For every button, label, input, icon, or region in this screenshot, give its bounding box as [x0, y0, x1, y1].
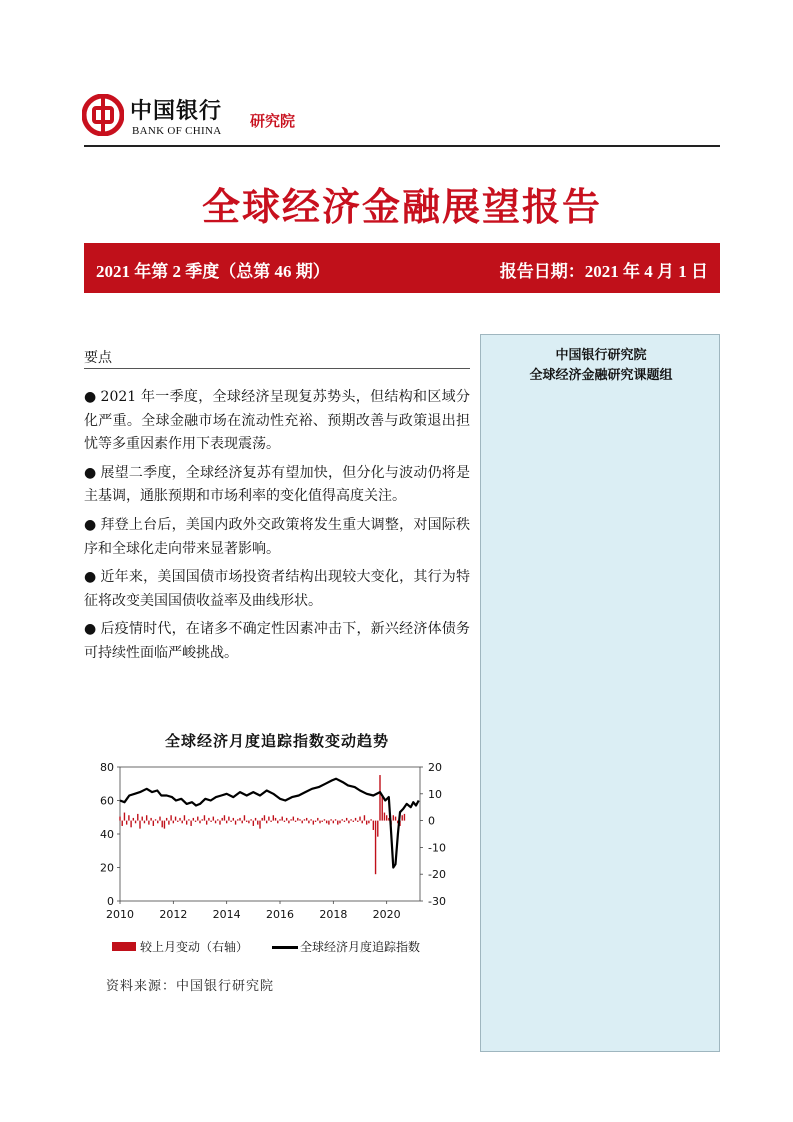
key-point-text: 2021 年一季度，全球经济呈现复苏势头，但结构和区域分化严重。全球金融市场在流动性充裕、预期改善与政策退出担忧等多重因素作用下表现震荡。: [84, 389, 471, 453]
bar: [362, 821, 363, 824]
bank-of-china-logo-icon: [82, 94, 124, 136]
bar: [375, 821, 376, 875]
key-points-list: [84, 386, 470, 671]
legend-bar-swatch: [112, 942, 136, 951]
bar: [282, 817, 283, 821]
x-tick-label: 2010: [106, 908, 134, 921]
y-left-tick-label: 60: [100, 794, 114, 808]
y-left-tick-label: 40: [100, 828, 114, 841]
legend-line-swatch: [272, 946, 298, 949]
legend-line-label: 全球经济月度追踪指数: [300, 940, 421, 954]
bar: [242, 821, 243, 824]
bar: [395, 817, 396, 821]
bar: [275, 818, 276, 821]
bar: [330, 819, 331, 820]
bar: [295, 821, 296, 822]
bar: [206, 821, 207, 825]
legend-bar-label: 较上月变动（右轴）: [140, 940, 249, 954]
bar: [219, 821, 220, 825]
bar: [135, 821, 136, 824]
bar: [288, 821, 289, 824]
bar: [404, 814, 405, 821]
sidebar-research-group: 全球经济金融研究课题组: [529, 368, 673, 383]
bar: [366, 821, 367, 825]
bar: [308, 821, 309, 824]
bar: [337, 821, 338, 825]
bar: [364, 815, 365, 820]
y-left-tick-label: 0: [107, 895, 114, 908]
bar: [226, 821, 227, 824]
y-right-tick-label: 10: [428, 787, 442, 801]
bar: [344, 821, 345, 822]
bar: [350, 819, 351, 820]
bar: [124, 813, 125, 821]
bar: [246, 821, 247, 822]
bar: [250, 819, 251, 820]
bar: [335, 819, 336, 820]
bar: [386, 815, 387, 820]
key-points-heading: 要点: [84, 350, 112, 366]
bar: [346, 818, 347, 821]
y-left-tick-label: 20: [100, 861, 114, 875]
bar: [257, 821, 258, 825]
sidebar-panel: [480, 334, 720, 1052]
bar: [155, 819, 156, 820]
bar: [237, 819, 238, 820]
bar: [122, 821, 123, 826]
bar: [146, 815, 147, 820]
sidebar-institute: 中国银行研究院: [555, 348, 647, 363]
bar: [210, 821, 211, 822]
bar: [190, 821, 191, 826]
bar: [259, 821, 260, 829]
bar: [373, 821, 374, 830]
bar: [170, 815, 171, 820]
bar: [310, 819, 311, 820]
bar: [333, 821, 334, 824]
y-right-tick-label: 0: [428, 814, 435, 828]
bar: [173, 821, 174, 824]
bar: [297, 818, 298, 821]
key-point-text: 拜登上台后，美国内政外交政策将发生重大调整，对国际秩序和全球化走向带来显著影响。: [84, 516, 471, 557]
bar: [302, 821, 303, 824]
y-left-tick-label: 80: [100, 761, 114, 774]
key-point-text: 近年来，美国国债市场投资者结构出现较大变化，其行为特征将改变美国国债收益率及曲线形状。: [84, 569, 471, 609]
bullet-icon: ●: [84, 389, 97, 405]
bar: [368, 821, 369, 824]
bar: [197, 817, 198, 821]
logo-chinese-name: 中国银行: [130, 98, 223, 124]
bar: [348, 821, 349, 824]
bar: [370, 819, 371, 820]
bar: [133, 818, 134, 821]
list-item: [84, 618, 470, 665]
x-tick-label: 2018: [319, 908, 348, 921]
bar: [177, 821, 178, 822]
bar: [304, 819, 305, 820]
logo-english-name: BANK OF CHINA: [132, 125, 222, 137]
bar: [213, 817, 214, 821]
bar: [215, 821, 216, 824]
bar: [324, 819, 325, 820]
bar: [139, 821, 140, 829]
bar: [299, 819, 300, 820]
bar: [164, 821, 165, 829]
list-item: [84, 462, 470, 509]
bar: [142, 817, 143, 821]
bank-logo: [82, 94, 322, 140]
list-item: [84, 566, 470, 613]
bar: [393, 815, 394, 820]
list-item: [84, 386, 470, 457]
bar: [339, 821, 340, 824]
bar: [284, 821, 285, 822]
bar: [357, 821, 358, 822]
issue-label: 2021 年第 2 季度（总第 46 期）: [96, 262, 330, 281]
bar: [353, 821, 354, 822]
bar: [224, 815, 225, 820]
x-tick-label: 2014: [212, 908, 241, 921]
bar: [293, 817, 294, 821]
bar: [253, 821, 254, 826]
bar: [377, 821, 378, 837]
bar: [119, 817, 120, 821]
key-point-text: 后疫情时代，在诸多不确定性因素冲击下，新兴经济体债务可持续性面临严峻挑战。: [84, 621, 471, 661]
bar: [326, 821, 327, 824]
bar: [317, 818, 318, 821]
chart-title: 全球经济月度追踪指数变动趋势: [164, 732, 389, 750]
bar: [286, 818, 287, 821]
key-point-text: 展望二季度，全球经济复苏有望加快，但分化与波动仍将是主基调，通胀预期和市场利率的变化值得高度关注。: [84, 464, 471, 505]
bar: [322, 821, 323, 822]
bar: [248, 821, 249, 824]
bar: [195, 821, 196, 822]
issue-banner: [84, 243, 720, 293]
bullet-icon: ●: [84, 569, 97, 586]
bar: [328, 821, 329, 825]
bar: [384, 813, 385, 821]
bar: [199, 821, 200, 824]
bar: [279, 819, 280, 820]
bar: [193, 818, 194, 821]
bullet-icon: ●: [84, 516, 97, 533]
bar: [179, 818, 180, 821]
bar: [382, 796, 383, 820]
bar: [342, 819, 343, 820]
bar: [157, 821, 158, 824]
bar: [166, 818, 167, 821]
bar: [290, 819, 291, 820]
bar: [313, 821, 314, 825]
bar: [239, 818, 240, 821]
bar: [150, 818, 151, 821]
bar: [233, 818, 234, 821]
bar: [255, 818, 256, 821]
key-points-divider: [84, 368, 470, 369]
bar: [184, 815, 185, 820]
institute-label: 研究院: [250, 112, 296, 130]
bar: [273, 815, 274, 820]
bar: [153, 821, 154, 826]
bar: [266, 821, 267, 824]
bar: [270, 821, 271, 822]
bar: [244, 815, 245, 820]
y-right-tick-label: -10: [428, 841, 446, 855]
x-tick-label: 2016: [266, 908, 294, 921]
bar: [188, 819, 189, 820]
report-title: 全球经济金融展望报告: [201, 185, 602, 229]
bar: [126, 821, 127, 825]
y-right-tick-label: 20: [428, 761, 442, 774]
bar: [402, 815, 403, 820]
list-item: [84, 514, 470, 561]
bar: [204, 815, 205, 820]
header-divider: [84, 145, 720, 147]
bar: [230, 821, 231, 822]
report-date: 报告日期：2021 年 4 月 1 日: [499, 262, 708, 281]
bar: [277, 821, 278, 824]
bar: [235, 821, 236, 825]
bar: [355, 818, 356, 821]
x-tick-label: 2012: [159, 908, 188, 921]
x-tick-label: 2020: [372, 908, 401, 921]
bar: [315, 821, 316, 822]
bar: [144, 821, 145, 824]
bar: [228, 817, 229, 821]
bar: [379, 775, 380, 821]
bar: [264, 815, 265, 820]
bar: [222, 818, 223, 821]
bar: [162, 821, 163, 828]
bar: [137, 814, 138, 821]
bar: [208, 818, 209, 821]
bar: [182, 821, 183, 824]
bar: [202, 819, 203, 820]
bar: [217, 819, 218, 820]
bar: [319, 821, 320, 824]
bar: [175, 817, 176, 821]
bar: [306, 818, 307, 821]
bar: [262, 818, 263, 821]
chart-legend: [110, 938, 470, 958]
bar: [130, 821, 131, 828]
y-right-tick-label: -30: [428, 895, 446, 908]
chart-source: 资料来源：中国银行研究院: [106, 979, 275, 994]
bar: [159, 817, 160, 821]
bar: [168, 821, 169, 825]
bullet-icon: ●: [84, 621, 97, 638]
bar: [128, 815, 129, 820]
bar: [268, 817, 269, 821]
bar: [148, 821, 149, 825]
bar: [186, 821, 187, 825]
bar: [359, 817, 360, 821]
bullet-icon: ●: [84, 464, 97, 481]
y-right-tick-label: -20: [428, 868, 446, 882]
chart-plot: [84, 755, 470, 930]
